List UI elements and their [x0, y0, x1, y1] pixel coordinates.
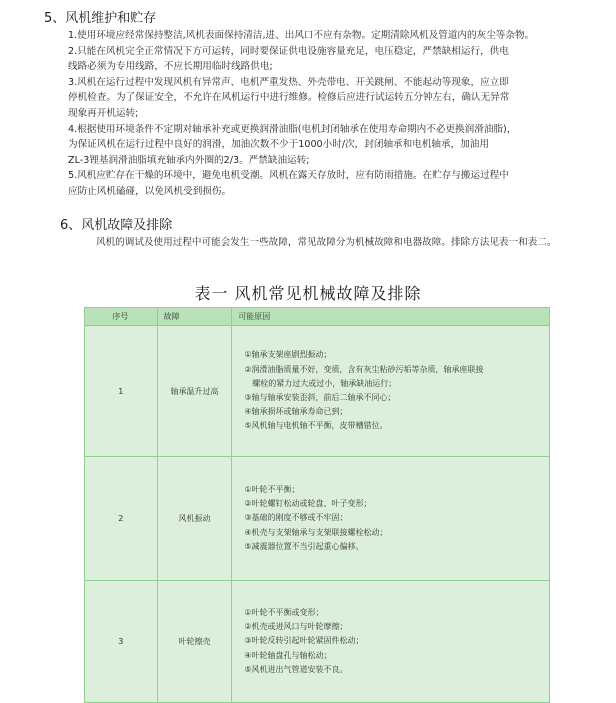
- cause-line: ②叶轮螺钉松动或轮盘、叶子变形；: [244, 499, 372, 509]
- cause-line: ①叶轮不平衡或变形；: [244, 607, 324, 617]
- cause-line: ⑤风机轴与电机轴不平衡，皮带槽错位。: [244, 421, 388, 431]
- cause-line: ④叶轮轴盘孔与轴松动；: [244, 650, 332, 660]
- section-6-paragraph: 风机的调试及使用过程中可能会发生一些故障，常见故障分为机械故障和电器故障。排除方法见表一和表二。: [96, 237, 557, 248]
- row-fault: 轴承温升过高: [157, 326, 232, 457]
- cause-line: ⑤风机进出气管道安装不良。: [244, 664, 348, 674]
- section-5-title: 5、风机维护和贮存: [44, 11, 157, 26]
- cause-line: ③叶轮反转引起叶轮紧固件松动；: [244, 636, 364, 646]
- cause-line: ①叶轮不平衡；: [244, 484, 300, 494]
- list-item: 3.风机在运行过程中发现风机有异常声、电机严重发热、外壳带电、开关跳闸、不能起动等现象，应立即 停机检查。为了保证安全，不允许在风机运行中进行维修。检修后应进行试运转五分钟左右，确认无异常 现象再开机运转;: [68, 76, 510, 119]
- section-6-title: 6、风机故障及排除: [60, 218, 173, 233]
- list-item: 2.只能在风机完全正常情况下方可运转，同时要保证供电设施容量充足，电压稳定，严禁缺相运行，供电 线路必须为专用线路，不应长期用临时线路供电;: [68, 45, 509, 73]
- list-item: 4.根据使用环境条件不定期对轴承补充或更换润滑油脂(电机封闭轴承在使用寿命期内不必更换润滑油脂)， 为保证风机在运行过程中良好的润滑，加油次数不少于1000小时/次，封闭轴承和电机轴承，加油用 ZL-3锂基润滑油脂填充轴承内外圈的2/3。严禁缺油运转;: [68, 123, 517, 166]
- header-no: 序号: [85, 308, 158, 326]
- header-cause: 可能原因: [232, 308, 550, 326]
- maintenance-list: [68, 28, 563, 200]
- fault-table: [84, 307, 550, 703]
- row-no: 1: [85, 326, 158, 457]
- cause-line: ④轴承损坏或轴承寿命已到；: [244, 407, 348, 417]
- cause-line: ③基础的刚度不够或不牢固；: [244, 513, 348, 523]
- row-no: 3: [85, 581, 158, 703]
- table-row: [85, 326, 550, 457]
- row-causes: [232, 326, 550, 457]
- cause-line: ②机壳或进风口与叶轮摩擦；: [244, 622, 348, 632]
- table-row: [85, 581, 550, 703]
- table-row: [85, 457, 550, 581]
- row-fault: 风机振动: [157, 457, 232, 581]
- cause-line: 螺栓的紧力过大或过小，轴承缺油运行；: [244, 378, 397, 388]
- header-fault: 故障: [157, 308, 232, 326]
- cause-line: ⑤减震器位置不当引起重心偏移。: [244, 541, 364, 551]
- cause-line: ③轴与轴承安装歪斜，前后二轴承不同心；: [244, 393, 396, 402]
- row-fault: 叶轮擦壳: [157, 581, 232, 703]
- cause-line: ①轴承支架座剧烈振动；: [244, 350, 332, 360]
- list-item: 5.风机应贮存在干燥的环境中，避免电机受潮。风机在露天存放时，应有防雨措施。在贮存与搬运过程中 应防止风机磕碰，以免风机受到损伤。: [68, 170, 509, 197]
- row-causes: [232, 581, 550, 703]
- cause-line: ④机壳与支架轴承与支架联接螺栓松动；: [244, 527, 388, 537]
- cause-line: ②润滑油脂质量不好，变质，含有灰尘粘砂污垢等杂质，轴承座联接: [244, 364, 484, 374]
- table-header-row: [85, 308, 550, 326]
- list-item: 1.使用环境应经常保持整洁,风机表面保持清洁,进、出风口不应有杂物。定期清除风机及管道内的灰尘等杂物。: [68, 30, 535, 41]
- row-causes: [232, 457, 550, 581]
- table-title: 表一 风机常见机械故障及排除: [194, 284, 422, 303]
- row-no: 2: [85, 457, 158, 581]
